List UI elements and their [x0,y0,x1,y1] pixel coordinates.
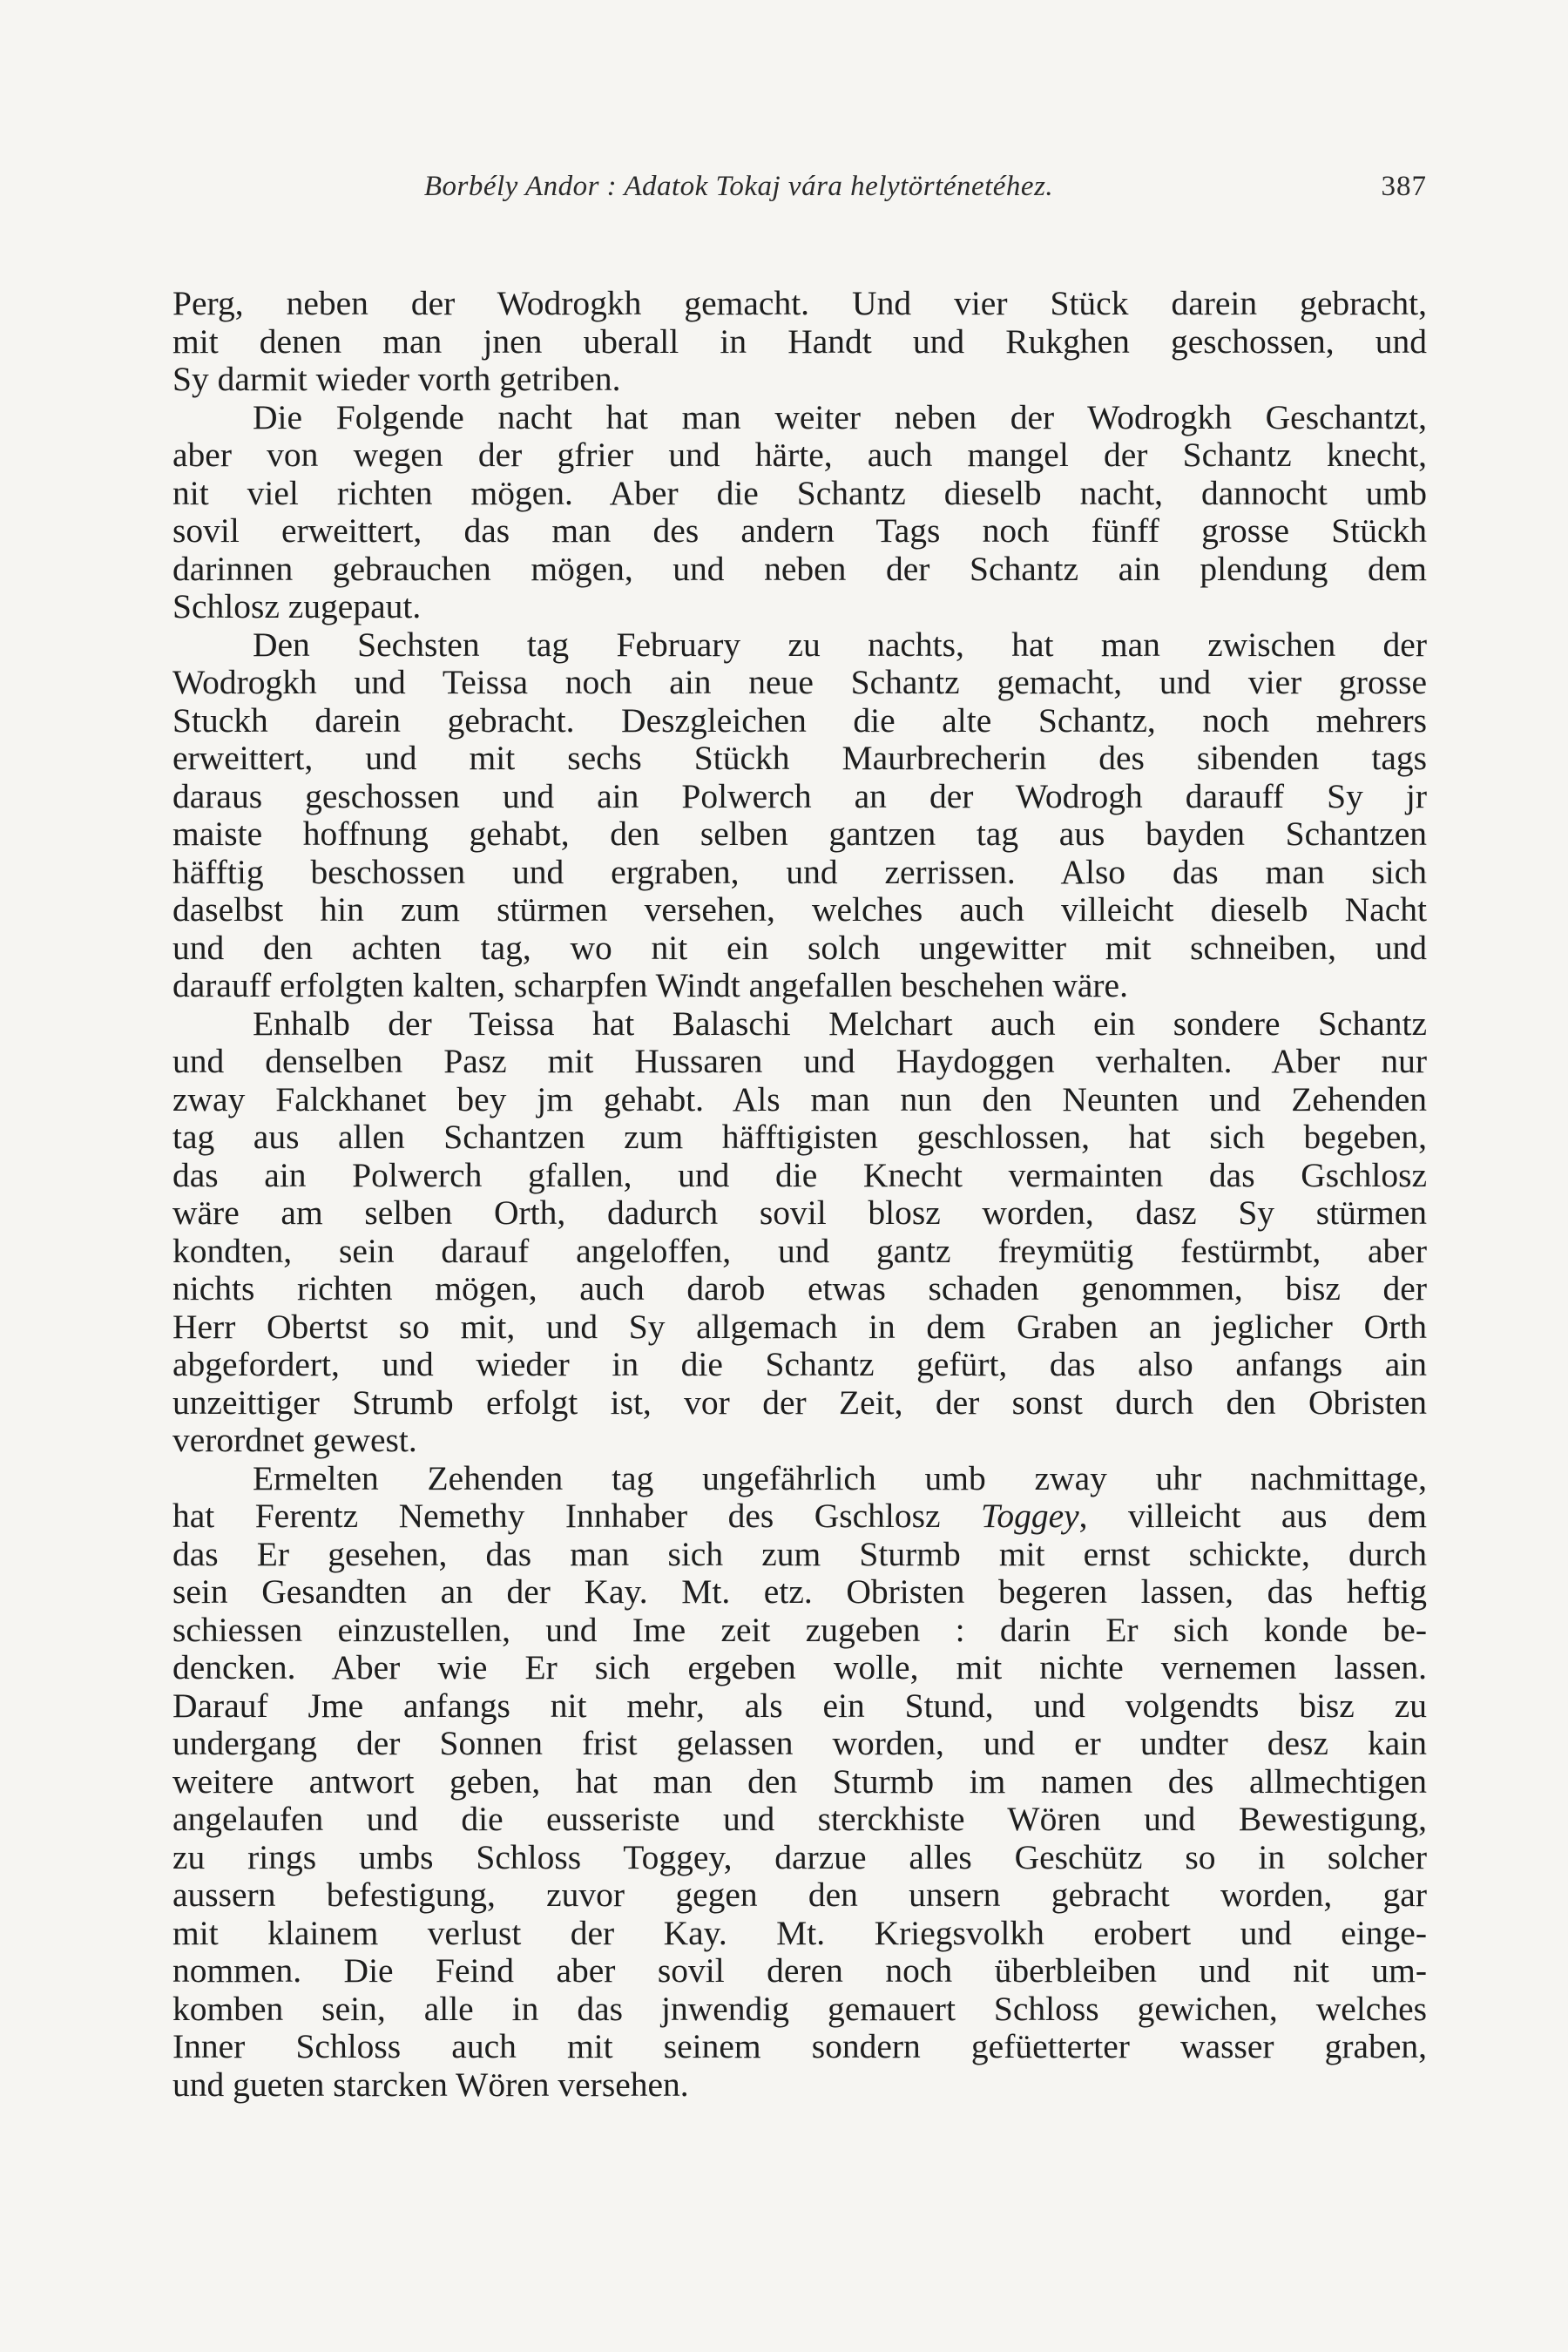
text-line: und gueten starcken Wören versehen. [172,2065,689,2104]
text-line: häfftig beschossen und ergraben, und zerrissen. Also das man sich [172,853,1427,891]
running-title: Borbély Andor : Adatok Tokaj vára helytörténetéhez. [423,171,1054,202]
italic-place-name: Toggey [981,1497,1079,1535]
paragraph [172,1460,1427,2105]
text-line: undergang der Sonnen frist gelassen worden, und er undter desz kain [172,1725,1427,1762]
text-line: Enhalb der Teissa hat Balaschi Melchart auch ein sondere Schantz [253,1004,1427,1043]
text-line: dencken. Aber wie Er sich ergeben wolle, mit nichte vernemen lassen. [172,1649,1427,1686]
text-line: das ain Polwerch gfallen, und die Knecht vermainten das Gschlosz [172,1156,1427,1194]
text-line: sovil erweittert, das man des andern Tags noch fünff grosse Stückh [172,512,1427,550]
paragraph [172,285,1427,399]
text-line: komben sein, alle in das jnwendig gemauert Schloss gewichen, welches [172,1990,1427,2028]
body-text [172,285,1427,2104]
text-line: nommen. Die Feind aber sovil deren noch überbleiben und nit um- [172,1952,1427,1990]
text-line: zway Falckhanet bey jm gehabt. Als man nun den Neunten und Zehenden [172,1080,1427,1119]
text-line: Ermelten Zehenden tag ungefährlich umb zway uhr nachmittage, [253,1459,1427,1497]
text-line: Inner Schloss auch mit seinem sondern gefüetterter wasser graben, [172,2028,1427,2065]
text-line: zu rings umbs Schloss Toggey, darzue alles Geschütz so in solcher [172,1838,1427,1876]
text-line: kondten, sein darauf angeloffen, und gantz freymütig festürmbt, aber [172,1232,1427,1270]
text-line: sein Gesandten an der Kay. Mt. etz. Obristen begeren lassen, das heftig [172,1573,1427,1611]
text-line: verordnet gewest. [172,1422,417,1459]
paragraph [172,1005,1427,1460]
paragraph [172,626,1427,1005]
text-line: erweittert, und mit sechs Stückh Maurbrecherin des sibenden tags [172,740,1427,777]
text-line: maiste hoffnung gehabt, den selben gantzen tag aus bayden Schantzen [172,815,1427,853]
text-line: Perg, neben der Wodrogkh gemacht. Und vier Stück darein gebracht, [172,285,1427,322]
text-line: darauff erfolgten kalten, scharpfen Windt angefallen beschehen wäre. [172,967,1128,1004]
text-line: und denselben Pasz mit Hussaren und Haydoggen verhalten. Aber nur [172,1043,1427,1080]
text-line: Schlosz zugepaut. [172,588,422,625]
text-line: daselbst hin zum stürmen versehen, welches auch villeicht dieselb Nacht [172,891,1427,929]
text-line: Sy darmit wieder vorth getriben. [172,361,621,398]
paragraph [172,399,1427,626]
text-line: Die Folgende nacht hat man weiter neben der Wodrogkh Geschantzt, [253,398,1427,436]
text-line: aber von wegen der gfrier und härte, auch mangel der Schantz knecht, [172,436,1427,474]
running-header [172,171,1427,214]
text-line: tag aus allen Schantzen zum häfftigisten geschlossen, hat sich begeben, [172,1119,1427,1156]
text-line: mit denen man jnen uberall in Handt und Rukghen geschossen, und [172,322,1427,361]
text-line: daraus geschossen und ain Polwerch an der Wodrogh darauff Sy jr [172,777,1427,815]
text-line: Den Sechsten tag February zu nachts, hat man zwischen der [253,625,1427,664]
text-line: weitere antwort geben, hat man den Sturmb im namen des allmechtigen [172,1762,1427,1801]
text-line: und den achten tag, wo nit ein solch ungewitter mit schneiben, und [172,929,1427,967]
text-line: darinnen gebrauchen mögen, und neben der Schantz ain plendung dem [172,550,1427,588]
text-line: nit viel richten mögen. Aber die Schantz dieselb nacht, dannocht umb [172,474,1427,512]
text-line: wäre am selben Orth, dadurch sovil blosz worden, dasz Sy stürmen [172,1194,1427,1232]
text-line: das Er gesehen, das man sich zum Sturmb mit ernst schickte, durch [172,1535,1427,1573]
text-line: Herr Obertst so mit, und Sy allgemach in dem Graben an jeglicher Orth [172,1308,1427,1346]
text-line: schiessen einzustellen, und Ime zeit zugeben : darin Er sich konde be- [172,1611,1427,1649]
text-line: Darauf Jme anfangs nit mehr, als ein Stund, und volgendts bisz zu [172,1686,1427,1725]
text-line: nichts richten mögen, auch darob etwas schaden genommen, bisz der [172,1270,1427,1308]
text-line: Wodrogkh und Teissa noch ain neue Schantz gemacht, und vier grosse [172,664,1427,701]
text-line: mit klainem verlust der Kay. Mt. Kriegsvolkh erobert und einge- [172,1914,1427,1952]
page-number: 387 [1381,171,1427,202]
text-line: aussern befestigung, zuvor gegen den unsern gebracht worden, gar [172,1876,1427,1914]
text-line: Stuckh darein gebracht. Deszgleichen die alte Schantz, noch mehrers [172,701,1427,740]
text-line: unzeittiger Strumb erfolgt ist, vor der Zeit, der sonst durch den Obristen [172,1383,1427,1422]
text-line: angelaufen und die eusseriste und sterckhiste Wören und Bewestigung, [172,1801,1427,1838]
text-line: hat Ferentz Nemethy Innhaber des Gschlosz Toggey, villeicht aus dem [172,1497,1427,1535]
text-line: abgefordert, und wieder in die Schantz gefürt, das also anfangs ain [172,1346,1427,1383]
